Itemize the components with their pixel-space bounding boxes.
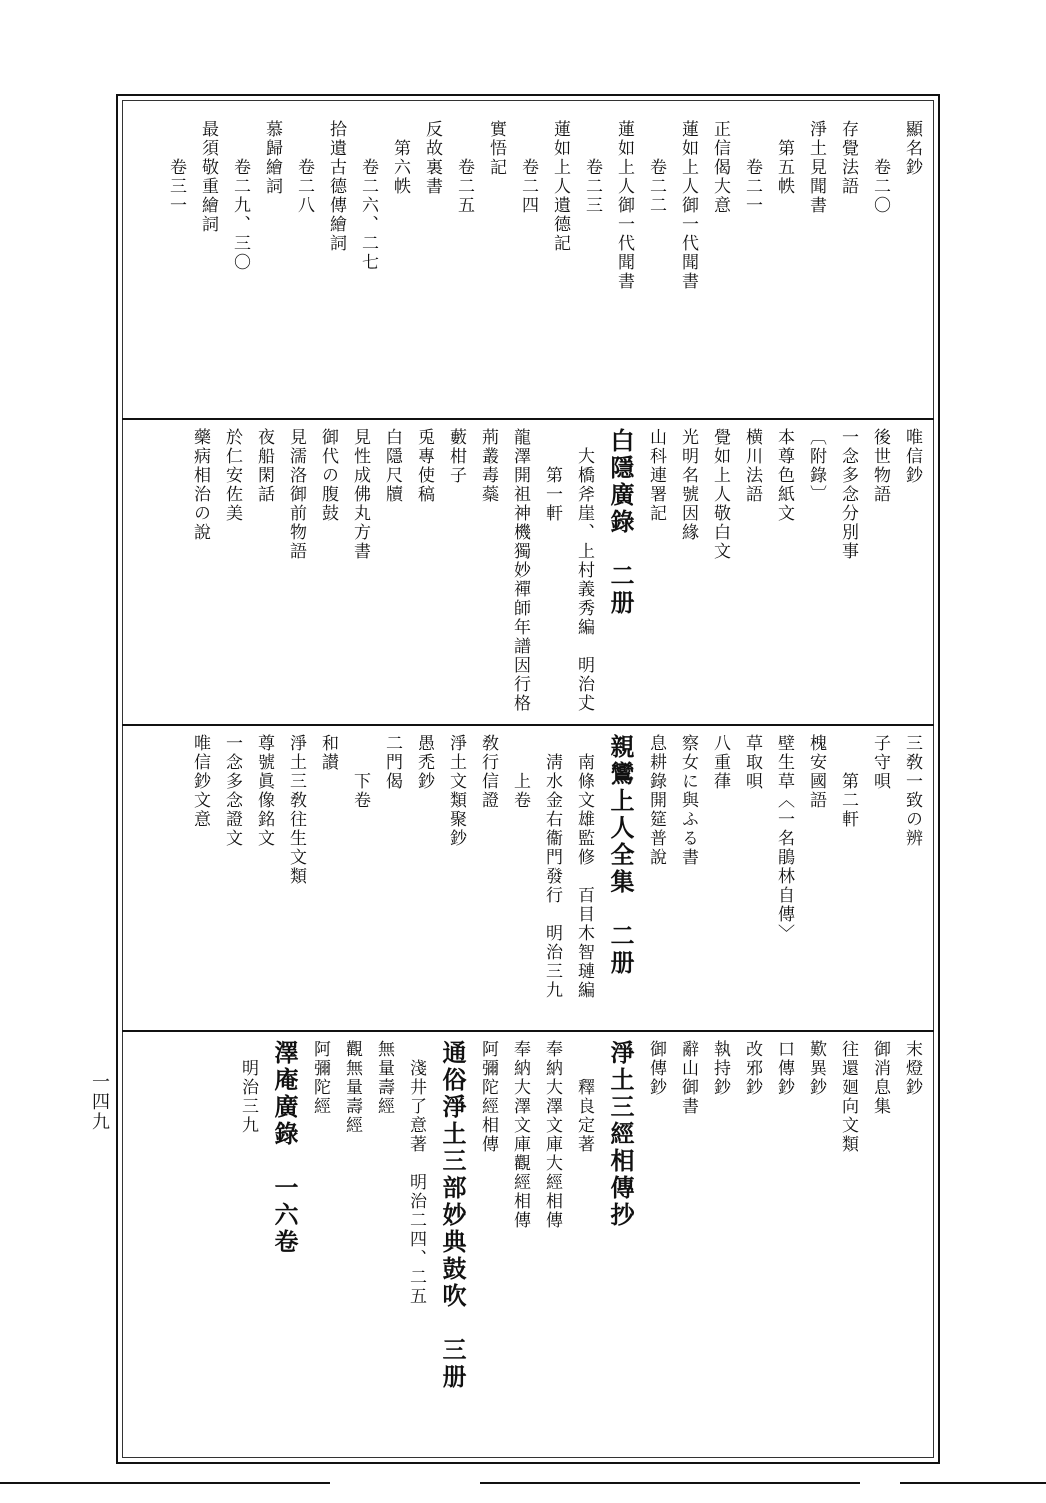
catalog-entry: 荊叢毒蘂 [478, 428, 498, 504]
bottom-rule [900, 1482, 1046, 1484]
catalog-entry: 尊號眞像銘文 [254, 734, 274, 848]
catalog-entry: 子守唄 [870, 734, 890, 791]
catalog-entry: 敎行信證 [478, 734, 498, 810]
catalog-entry: 察女に與ふる書 [678, 734, 698, 867]
catalog-entry: 見性成佛丸方書 [350, 428, 370, 561]
section-divider [122, 724, 934, 726]
catalog-entry: 息耕錄開筵普說 [646, 734, 666, 867]
catalog-entry: 明治三九 [238, 1059, 258, 1135]
catalog-entry: 淸水金右衞門發行 明治三九 [542, 753, 562, 1000]
catalog-entry: 於仁安佐美 [222, 428, 242, 523]
catalog-entry: 下卷 [350, 772, 370, 810]
catalog-entry: 奉納大澤文庫大經相傳 [542, 1040, 562, 1230]
catalog-entry: 横川法語 [742, 428, 762, 504]
catalog-entry: 釋良定著 [574, 1078, 594, 1154]
catalog-entry: 第五帙 [774, 139, 794, 196]
catalog-entry: 南條文雄監修 百目木智璉編 [574, 753, 594, 1000]
catalog-entry: 往還廻向文類 [838, 1040, 858, 1154]
catalog-entry: 唯信鈔文意 [190, 734, 210, 829]
catalog-entry: 拾遺古德傳繪詞 [326, 120, 346, 253]
catalog-entry: 草取唄 [742, 734, 762, 791]
catalog-entry: 藪柑子 [446, 428, 466, 485]
catalog-title: 淨土三經相傳抄 [606, 1040, 635, 1229]
catalog-entry: 阿彌陀經 [310, 1040, 330, 1116]
bottom-rule [0, 1482, 330, 1484]
catalog-entry: 卷二六、二七 [358, 158, 378, 272]
catalog-entry: 卷二一 [742, 158, 762, 215]
catalog-entry: 槐安國語 [806, 734, 826, 810]
bottom-rule [480, 1482, 860, 1484]
catalog-entry: 後世物語 [870, 428, 890, 504]
catalog-entry: 卷二八 [294, 158, 314, 215]
catalog-entry: 卷二二 [646, 158, 666, 215]
catalog-band-1 [128, 120, 928, 414]
catalog-entry: 奉納大澤文庫觀經相傳 [510, 1040, 530, 1230]
catalog-title: 白隱廣錄 二册 [606, 428, 635, 617]
catalog-entry: 反故裏書 [422, 120, 442, 196]
catalog-entry: 無量壽經 [374, 1040, 394, 1116]
catalog-entry: 大橋斧崖、上村義秀編 明治𠀋 [574, 447, 594, 713]
catalog-entry: 第二軒 [838, 772, 858, 829]
catalog-entry: 慕歸繪詞 [262, 120, 282, 196]
catalog-entry: 淨土文類聚鈔 [446, 734, 466, 848]
catalog-band-2 [128, 428, 928, 720]
catalog-entry: 〔附錄〕 [806, 428, 826, 504]
catalog-entry: 卷二四 [518, 158, 538, 215]
catalog-entry: 二門偈 [382, 734, 402, 791]
catalog-entry: 卷二九、三〇 [230, 158, 250, 272]
catalog-entry: 蓮如上人御一代聞書 [678, 120, 698, 291]
catalog-entry: 存覺法語 [838, 120, 858, 196]
catalog-title: 通俗淨土三部妙典鼓吹 三册 [438, 1040, 467, 1391]
catalog-entry: 執持鈔 [710, 1040, 730, 1097]
catalog-entry: 龍澤開祖神機獨妙禪師年譜因行格 [510, 428, 530, 713]
catalog-entry: 口傳鈔 [774, 1040, 794, 1097]
catalog-band-3 [128, 734, 928, 1026]
catalog-entry: 白隱尺牘 [382, 428, 402, 504]
catalog-band-4 [128, 1040, 928, 1391]
catalog-entry: 唯信鈔 [902, 428, 922, 485]
catalog-entry: 御傳鈔 [646, 1040, 666, 1097]
catalog-entry: 淨土三敎往生文類 [286, 734, 306, 886]
catalog-entry: 壁生草〈一名鵑林自傳〉 [774, 734, 794, 943]
catalog-entry: 夜船閑話 [254, 428, 274, 504]
catalog-entry: 蓮如上人御一代聞書 [614, 120, 634, 291]
catalog-entry: 淨土見聞書 [806, 120, 826, 215]
catalog-entry: 實悟記 [486, 120, 506, 177]
section-divider [122, 418, 934, 420]
catalog-entry: 卷三一 [166, 158, 186, 215]
section-divider [122, 1030, 934, 1032]
catalog-entry: 顯名鈔 [902, 120, 922, 177]
catalog-title: 澤庵廣錄 一六卷 [270, 1040, 299, 1256]
catalog-entry: 山科連署記 [646, 428, 666, 523]
catalog-entry: 改邪鈔 [742, 1040, 762, 1097]
catalog-entry: 第六帙 [390, 139, 410, 196]
catalog-entry: 御消息集 [870, 1040, 890, 1116]
catalog-entry: 一念多念分別事 [838, 428, 858, 561]
catalog-entry: 本尊色紙文 [774, 428, 794, 523]
catalog-entry: 和讃 [318, 734, 338, 772]
catalog-entry: 第一軒 [542, 466, 562, 523]
catalog-entry: 辭山御書 [678, 1040, 698, 1116]
catalog-entry: 最須敬重繪詞 [198, 120, 218, 234]
catalog-entry: 見濡洛御前物語 [286, 428, 306, 561]
catalog-entry: 藥病相治の說 [190, 428, 210, 542]
catalog-entry: 正信偈大意 [710, 120, 730, 215]
catalog-entry: 阿彌陀經相傳 [478, 1040, 498, 1154]
page-number: 一四九 [89, 1072, 110, 1132]
catalog-title: 親鸞上人全集 二册 [606, 734, 635, 977]
catalog-entry: 光明名號因緣 [678, 428, 698, 542]
catalog-entry: 覺如上人敬白文 [710, 428, 730, 561]
catalog-entry: 三敎一致の辨 [902, 734, 922, 848]
catalog-entry: 上卷 [510, 772, 530, 810]
catalog-entry: 淺井了意著 明治二四、二五 [406, 1059, 426, 1306]
catalog-entry: 兎專使稿 [414, 428, 434, 504]
catalog-entry: 卷二〇 [870, 158, 890, 215]
catalog-entry: 卷二三 [582, 158, 602, 215]
catalog-entry: 卷二五 [454, 158, 474, 215]
catalog-entry: 御代の腹鼓 [318, 428, 338, 523]
catalog-entry: 一念多念證文 [222, 734, 242, 848]
catalog-entry: 蓮如上人遺德記 [550, 120, 570, 253]
catalog-entry: 八重葎 [710, 734, 730, 791]
catalog-entry: 末燈鈔 [902, 1040, 922, 1097]
catalog-entry: 歎異鈔 [806, 1040, 826, 1097]
catalog-entry: 觀無量壽經 [342, 1040, 362, 1135]
catalog-entry: 愚禿鈔 [414, 734, 434, 791]
